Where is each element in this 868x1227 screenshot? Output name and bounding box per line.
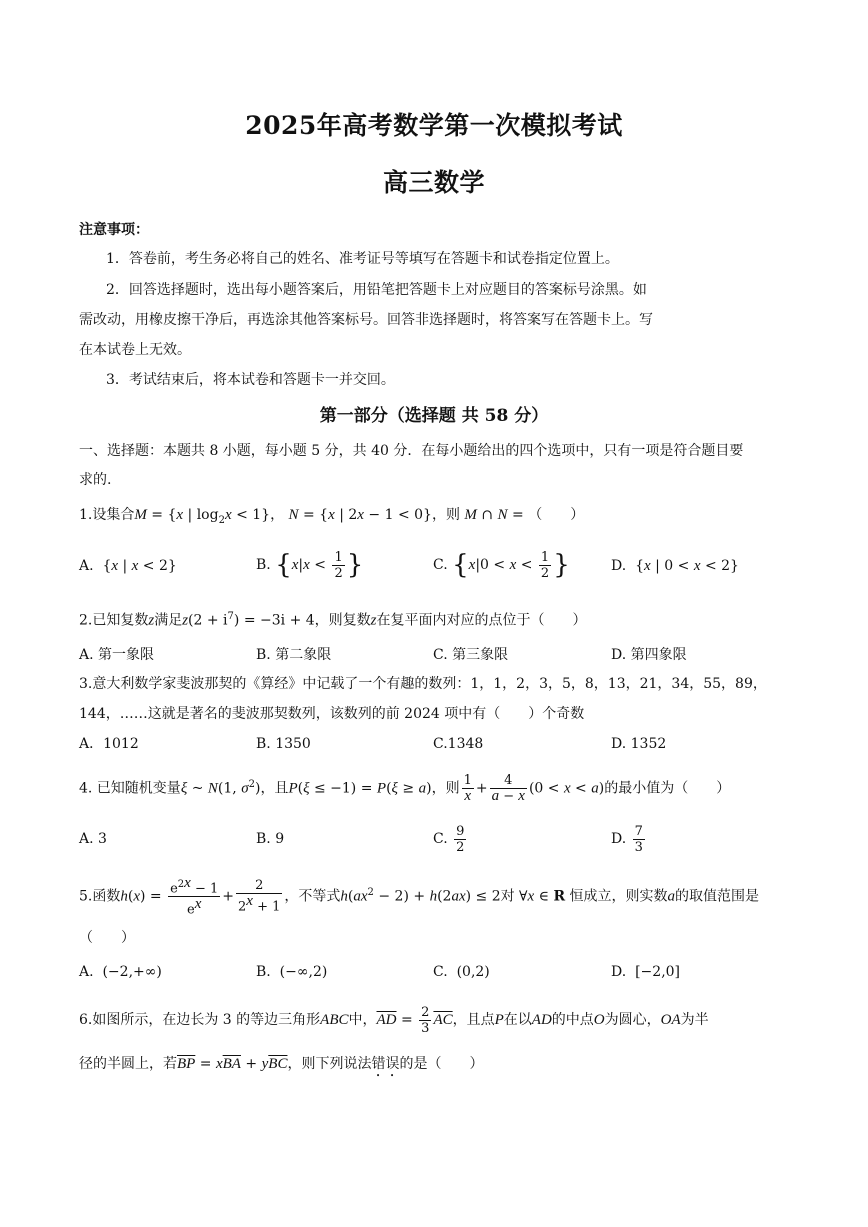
q1-option-d: D. {x | 0 < x < 2} (611, 558, 739, 574)
q5-option-b: B. (−∞,2) (256, 964, 328, 980)
q2-option-d: D. 第四象限 (611, 647, 687, 663)
q1-paren: （ ） (528, 507, 585, 523)
notice-heading: 注意事项： (79, 222, 149, 238)
q3-line-2: 144，……这就是著名的斐波那契数列，该数列的前 2024 项中有（ ）个奇数 (79, 706, 585, 722)
q1-prefix: 1.设集合 (79, 507, 135, 523)
q5-option-c: C. (0,2) (433, 964, 490, 980)
q5-option-a: A. (−2,+∞) (79, 964, 162, 980)
section-intro-line-2: 求的. (79, 472, 112, 488)
q4-option-a: A. 3 (79, 831, 107, 847)
q1-set-m: M (134, 507, 147, 523)
q4-option-b: B. 9 (256, 831, 285, 847)
question-4: 4. 已知随机变量ξ ~ N(1, $\sigma^2$)，且P(ξ ≤ −1) = P(ξ ≥ a)，则 $\frac{1}{x}$ + $\frac{4}{a - x}$ (0 < x < a)的最小值为（ ） (79, 773, 731, 805)
question-2: 2.已知复数z满足$z(2 + i^7) = -3i + 4$，则复数z在复平面内对应的点位于（ ） (79, 611, 587, 629)
exam-title: 2025年高考数学第一次模拟考试 (245, 111, 623, 140)
q1-option-c: C. {x|0 < x < $\frac{1}{2}$ } (433, 549, 570, 581)
notice-item-3: 3．考试结束后，将本试卷和答题卡一并交回。 (106, 372, 395, 388)
q3-option-a: A．1012 (79, 736, 139, 752)
q3-option-d: D. 1352 (611, 736, 667, 752)
notice-item-2-line-3: 在本试卷上无效。 (79, 342, 191, 358)
q3-option-b: B. 1350 (256, 736, 311, 752)
q1-option-b: B. {x|x < $\frac{1}{2}$ } (256, 549, 364, 581)
q1-option-a: A. {x | x < 2} (79, 558, 177, 574)
notice-item-1: 1．答卷前，考生务必将自己的姓名、准考证号等填写在答题卡和试卷指定位置上。 (106, 251, 619, 267)
q6-emphasis-error: 错误 (371, 1056, 400, 1072)
q6-line-1: 6.如图所示，在边长为 3 的等边三角形ABC中，$\overline{AD}$ = $\frac{2}{3}$ $\overline{AC}$，且点P在以AD的中点O为圆心，OA为半 (79, 1004, 709, 1036)
q4-option-c: C. $\frac{9}{2}$ (433, 823, 465, 855)
q5-option-d: D. [−2,0] (611, 964, 681, 980)
exam-subtitle: 高三数学 (382, 168, 485, 197)
q6-line-2: 径的半圆上，若$\overline{BP} = x\overline{BA} + y\overline{BC}$，则下列说法错误的是（ ） (79, 1056, 484, 1072)
section-title: 第一部分（选择题 共 58 分） (319, 406, 549, 426)
q3-option-c: C.1348 (433, 736, 484, 752)
notice-item-2-line-2: 需改动，用橡皮擦干净后，再选涂其他答案标号。回答非选择题时，将答案写在答题卡上。写 (79, 312, 653, 328)
q2-option-a: A. 第一象限 (79, 647, 155, 663)
q1-suffix-sep: ， (270, 507, 285, 523)
q5-paren: （ ） (79, 930, 135, 946)
notice-item-2-line-1: 2．回答选择题时，选出每小题答案后，用铅笔把答题卡上对应题目的答案标号涂黑。如 (106, 282, 647, 298)
section-intro-line-1: 一、选择题：本题共 8 小题，每小题 5 分，共 40 分．在每小题给出的四个选项中，只有一项是符合题目要 (79, 443, 744, 459)
q4-option-d: D. $\frac{7}{3}$ (611, 823, 643, 855)
question-5: 5.函数h(x) = $\frac{e^{2x} - 1}{e^x}$ + $\frac{2}{2^x + 1}$ ，不等式$h(ax^2 - 2) + h(2ax) \le 2$对 ∀x ∈ R 恒成立，则实数a的取值范围是 (79, 874, 760, 918)
q2-option-b: B. 第二象限 (256, 647, 332, 663)
q1-suffix: ，则 (431, 507, 460, 523)
question-1: 1.设集合M = {x | $\log_2x < 1$}， N = {x | 2x − 1 < 0}，则 M ∩ N = （ ） (79, 507, 585, 526)
q3-line-1: 3.意大利数学家斐波那契的《算经》中记载了一个有趣的数列：1，1，2，3，5，8，13，21，34，55，89， (79, 676, 767, 692)
q2-option-c: C. 第三象限 (433, 647, 509, 663)
